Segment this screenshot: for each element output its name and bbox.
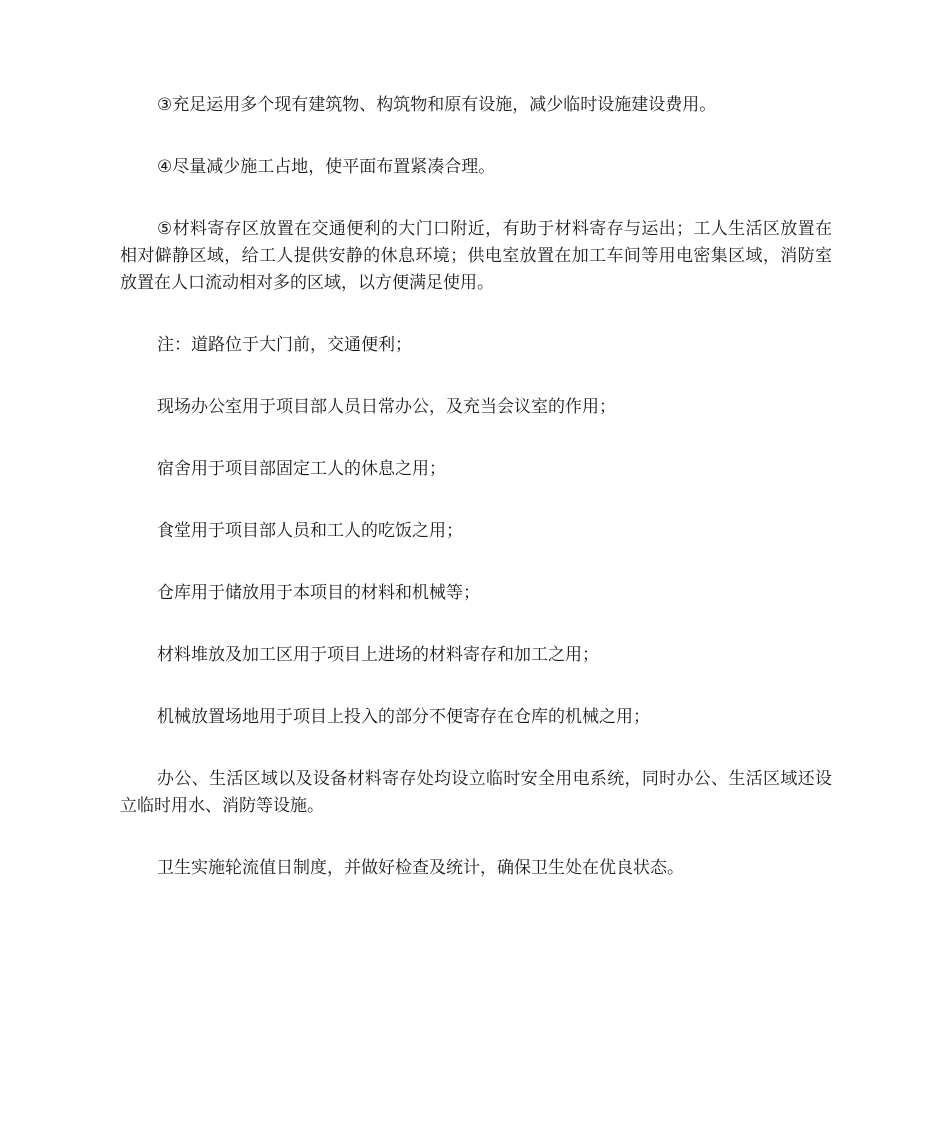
paragraph-site-office: 现场办公室用于项目部人员日常办公，及充当会议室的作用； [157, 397, 616, 417]
paragraph-note-road: 注：道路位于大门前，交通便利； [157, 335, 412, 355]
paragraph-utilities: 办公、生活区域以及设备材料寄存处均设立临时安全用电系统，同时办公、生活区域还设立临时用水、消防等设施。 [120, 769, 832, 816]
document-body [120, 92, 832, 917]
paragraph-hygiene: 卫生实施轮流值日制度，并做好检查及统计，确保卫生处在优良状态。 [157, 858, 684, 878]
paragraph-canteen: 食堂用于项目部人员和工人的吃饭之用； [157, 521, 463, 541]
paragraph-reuse-existing-buildings: ③充足运用多个现有建筑物、构筑物和原有设施，减少临时设施建设费用。 [157, 95, 717, 115]
paragraph-area-placement: ⑤材料寄存区放置在交通便利的大门口附近，有助于材料寄存与运出；工人生活区放置在相对僻静区域，给工人提供安静的休息环境；供电室放置在加工车间等用电密集区域，消防室放置在人口流动相对多的区域，以方便满足使用。 [120, 219, 832, 293]
paragraph-dormitory: 宿舍用于项目部固定工人的休息之用； [157, 459, 446, 479]
paragraph-machinery-area: 机械放置场地用于项目上投入的部分不便寄存在仓库的机械之用； [157, 707, 650, 727]
paragraph-material-area: 材料堆放及加工区用于项目上进场的材料寄存和加工之用； [157, 645, 599, 665]
paragraph-reduce-site-area: ④尽量减少施工占地，使平面布置紧凑合理。 [157, 157, 496, 177]
paragraph-warehouse: 仓库用于储放用于本项目的材料和机械等； [157, 583, 480, 603]
